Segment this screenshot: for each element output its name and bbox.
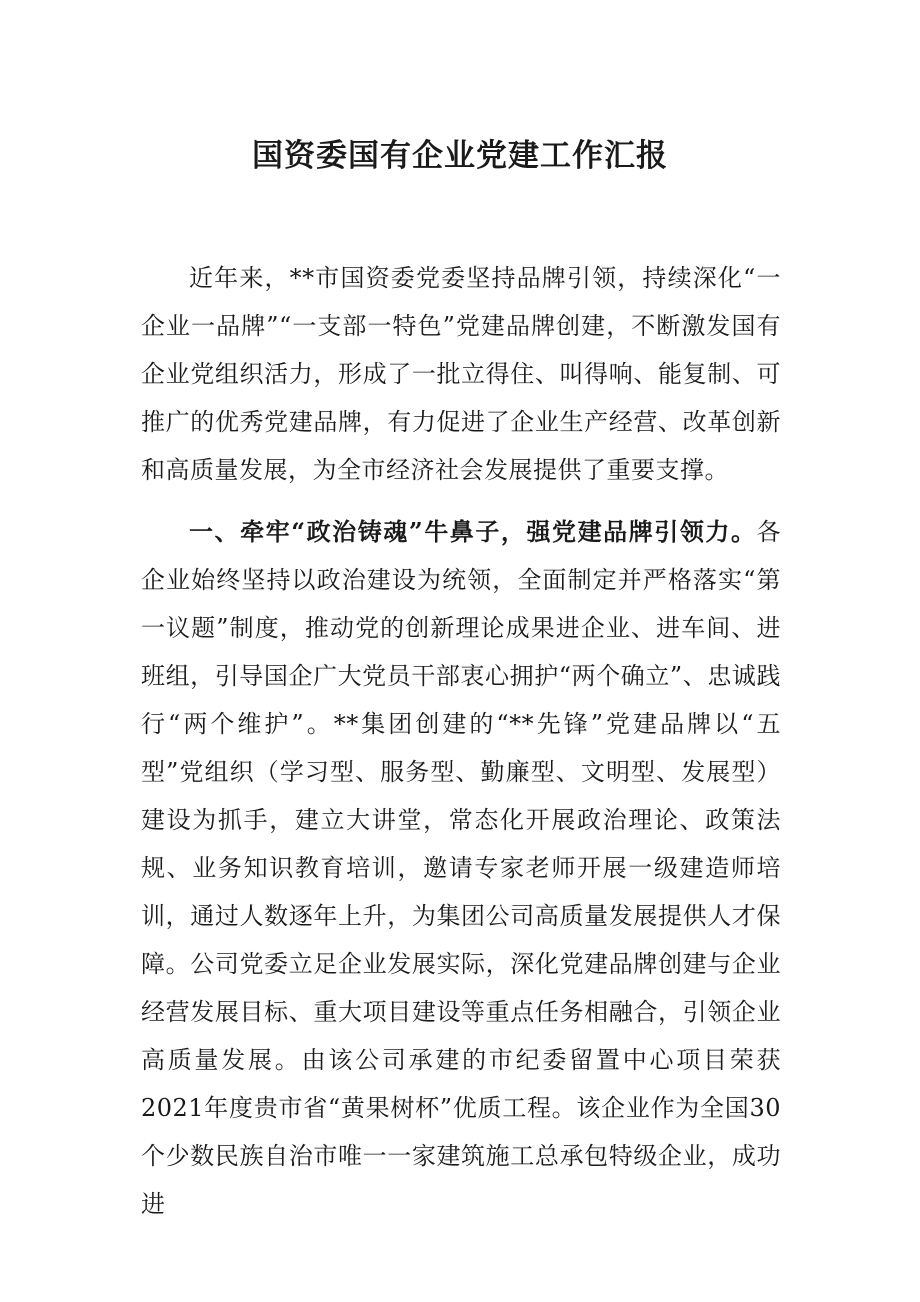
paragraph-intro-text: 近年来，**市国资委党委坚持品牌引领，持续深化“一企业一品牌”“一支部一特色”党建品牌创建，不断激发国有企业党组织活力，形成了一批立得住、叫得响、能复制、可推广的优秀党建品牌，有力促进了企业生产经营、改革创新和高质量发展，为全市经济社会发展提供了重要支撑。 <box>141 264 781 484</box>
section-one-text: 各企业始终坚持以政治建设为统领，全面制定并严格落实“第一议题”制度，推动党的创新理论成果进企业、进车间、进班组，引导国企广大党员干部衷心拥护“两个确立”、忠诚践行“两个维护”。**集团创建的“**先锋”党建品牌以“五型”党组织（学习型、服务型、勤廉型、文明型、发展型）建设为抓手，建立大讲堂，常态化开展政治理论、政策法规、业务知识教育培训，邀请专家老师开展一级建造师培训，通过人数逐年上升，为集团公司高质量发展提供人才保障。公司党委立足企业发展实际，深化党建品牌创建与企业经营发展目标、重大项目建设等重点任务相融合，引领企业高质量发展。由该公司承建的市纪委留置中心项目荣获2021年度贵市省“黄果树杯”优质工程。该企业作为全国30个少数民族自治市唯一一家建筑施工总承包特级企业，成功进 <box>141 518 781 1218</box>
section-one-heading: 一、牵牢“政治铸魂”牛鼻子，强党建品牌引领力。 <box>189 517 757 546</box>
document-title: 国资委国有企业党建工作汇报 <box>252 138 668 174</box>
paragraph-section-one <box>141 508 781 1228</box>
paragraph-intro <box>141 254 781 494</box>
